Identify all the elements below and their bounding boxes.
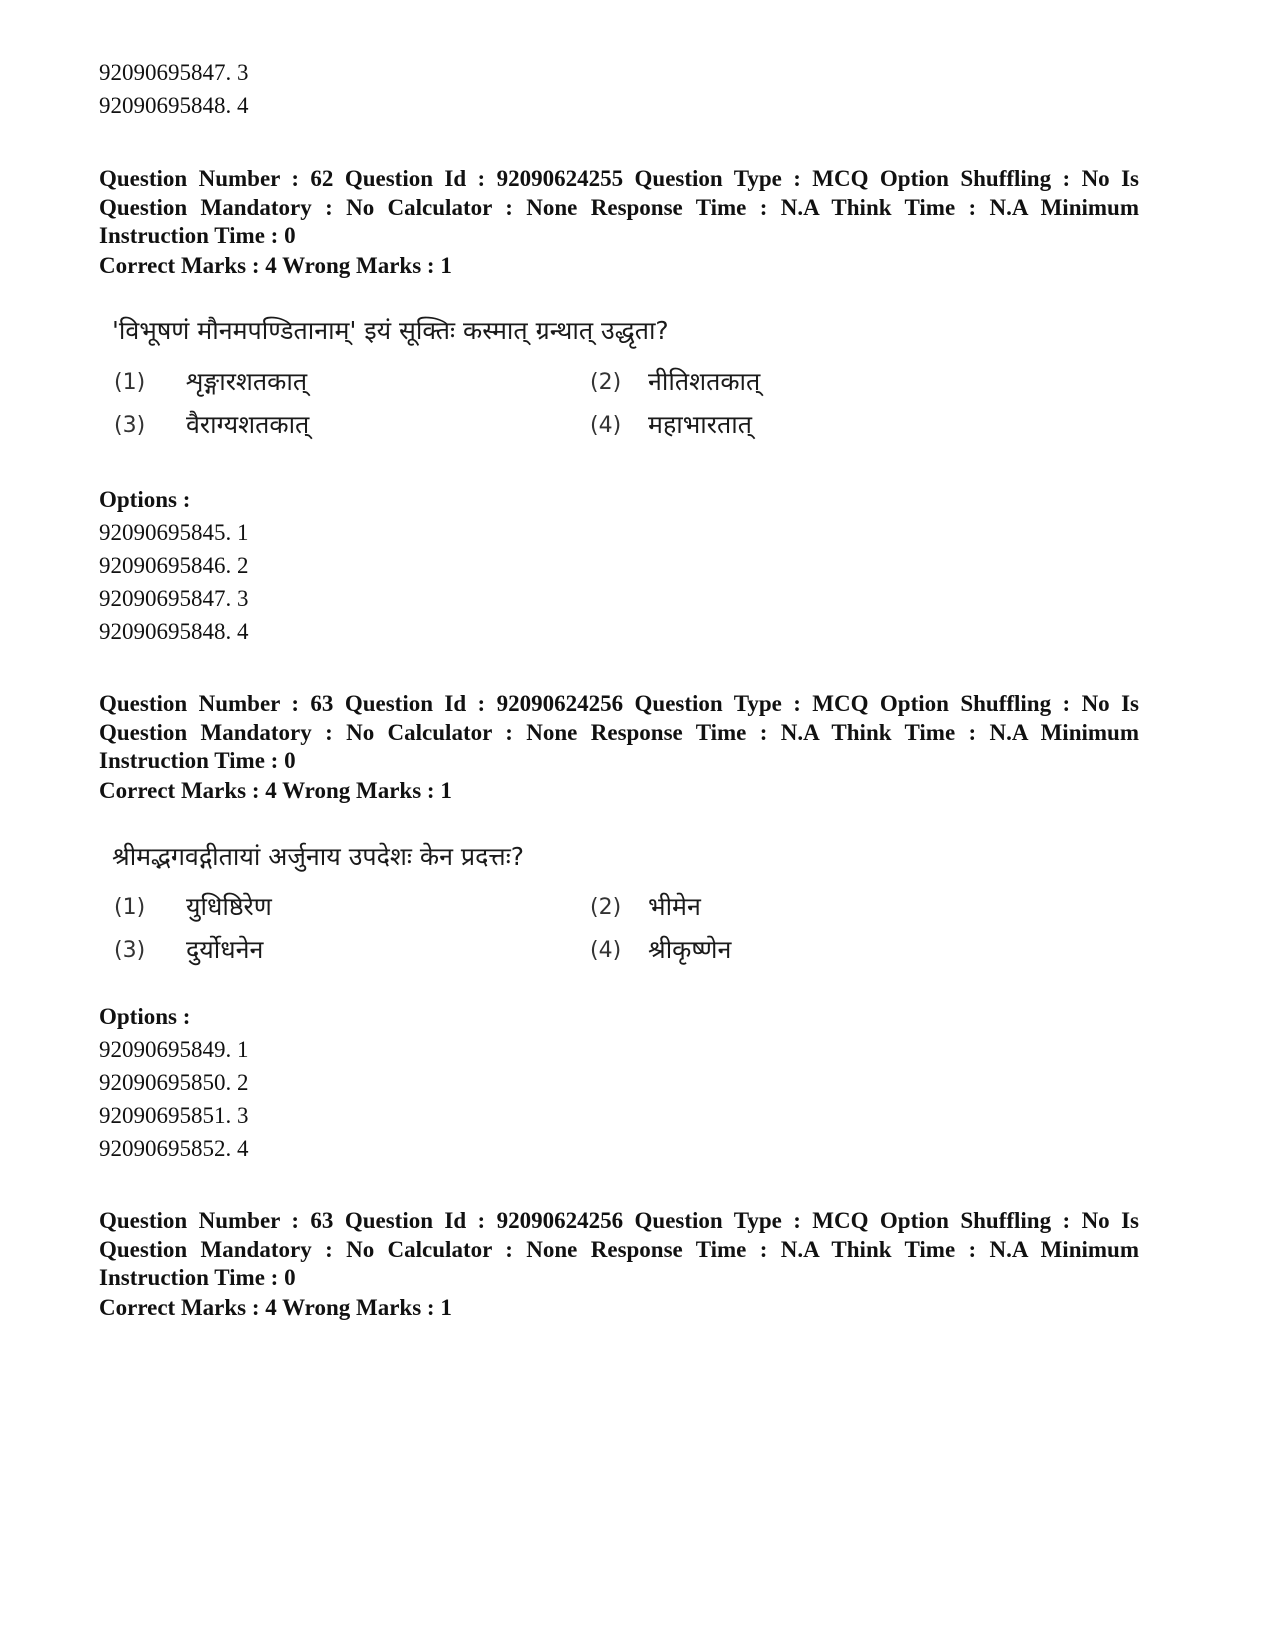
choice-text: महाभारतात् <box>648 410 752 439</box>
option-line: 92090695852. 4 <box>99 1136 249 1161</box>
choice-text: युधिष्ठिरेण <box>186 892 272 921</box>
option-line: 92090695848. 4 <box>99 619 249 644</box>
choice-text: भीमेन <box>648 892 701 921</box>
option-line: 92090695851. 3 <box>99 1103 249 1128</box>
choice-text: नीतिशतकात् <box>648 367 761 396</box>
question-62-marks: Correct Marks : 4 Wrong Marks : 1 <box>99 253 452 278</box>
choice-number: (3) <box>114 938 146 963</box>
question-62-metadata: Question Number : 62 Question Id : 92090624255 Question Type : MCQ Option Shuffling : No Is Question Mandatory : No Calculator : None Response Time : N.A Think Time : N.A Minimum Instruction Time : 0 <box>99 166 1139 248</box>
choice-number: (1) <box>114 895 146 920</box>
choice-text: श्रीकृष्णेन <box>648 935 732 964</box>
option-line: 92090695848. 4 <box>99 93 249 118</box>
question-63-marks: Correct Marks : 4 Wrong Marks : 1 <box>99 778 452 803</box>
question-63-metadata: Question Number : 63 Question Id : 92090624256 Question Type : MCQ Option Shuffling : No Is Question Mandatory : No Calculator : None Response Time : N.A Think Time : N.A Minimum Instruction Time : 0 <box>99 691 1139 773</box>
question-63-text: श्रीमद्भगवद्गीतायां अर्जुनाय उपदेशः केन प्रदत्तः? <box>112 842 525 871</box>
choice-text: शृङ्गारशतकात् <box>186 367 308 396</box>
question-63-repeat-metadata: Question Number : 63 Question Id : 92090624256 Question Type : MCQ Option Shuffling : No Is Question Mandatory : No Calculator : None Response Time : N.A Think Time : N.A Minimum Instruction Time : 0 <box>99 1208 1139 1290</box>
option-line: 92090695847. 3 <box>99 586 249 611</box>
option-line: 92090695847. 3 <box>99 60 249 85</box>
options-label: Options : <box>99 487 191 512</box>
option-line: 92090695849. 1 <box>99 1037 249 1062</box>
choice-number: (4) <box>590 938 622 963</box>
choice-number: (2) <box>590 895 622 920</box>
option-line: 92090695845. 1 <box>99 520 249 545</box>
options-label: Options : <box>99 1004 191 1029</box>
question-63-repeat-marks: Correct Marks : 4 Wrong Marks : 1 <box>99 1295 452 1320</box>
choice-number: (2) <box>590 370 622 395</box>
choice-number: (1) <box>114 370 146 395</box>
option-line: 92090695850. 2 <box>99 1070 249 1095</box>
option-line: 92090695846. 2 <box>99 553 249 578</box>
choice-text: वैराग्यशतकात् <box>186 410 310 439</box>
question-62-text: 'विभूषणं मौनमपण्डितानाम्' इयं सूक्तिः कस्मात् ग्रन्थात् उद्धृता? <box>112 316 669 345</box>
choice-number: (4) <box>590 413 622 438</box>
choice-number: (3) <box>114 413 146 438</box>
choice-text: दुर्योधनेन <box>186 935 264 964</box>
